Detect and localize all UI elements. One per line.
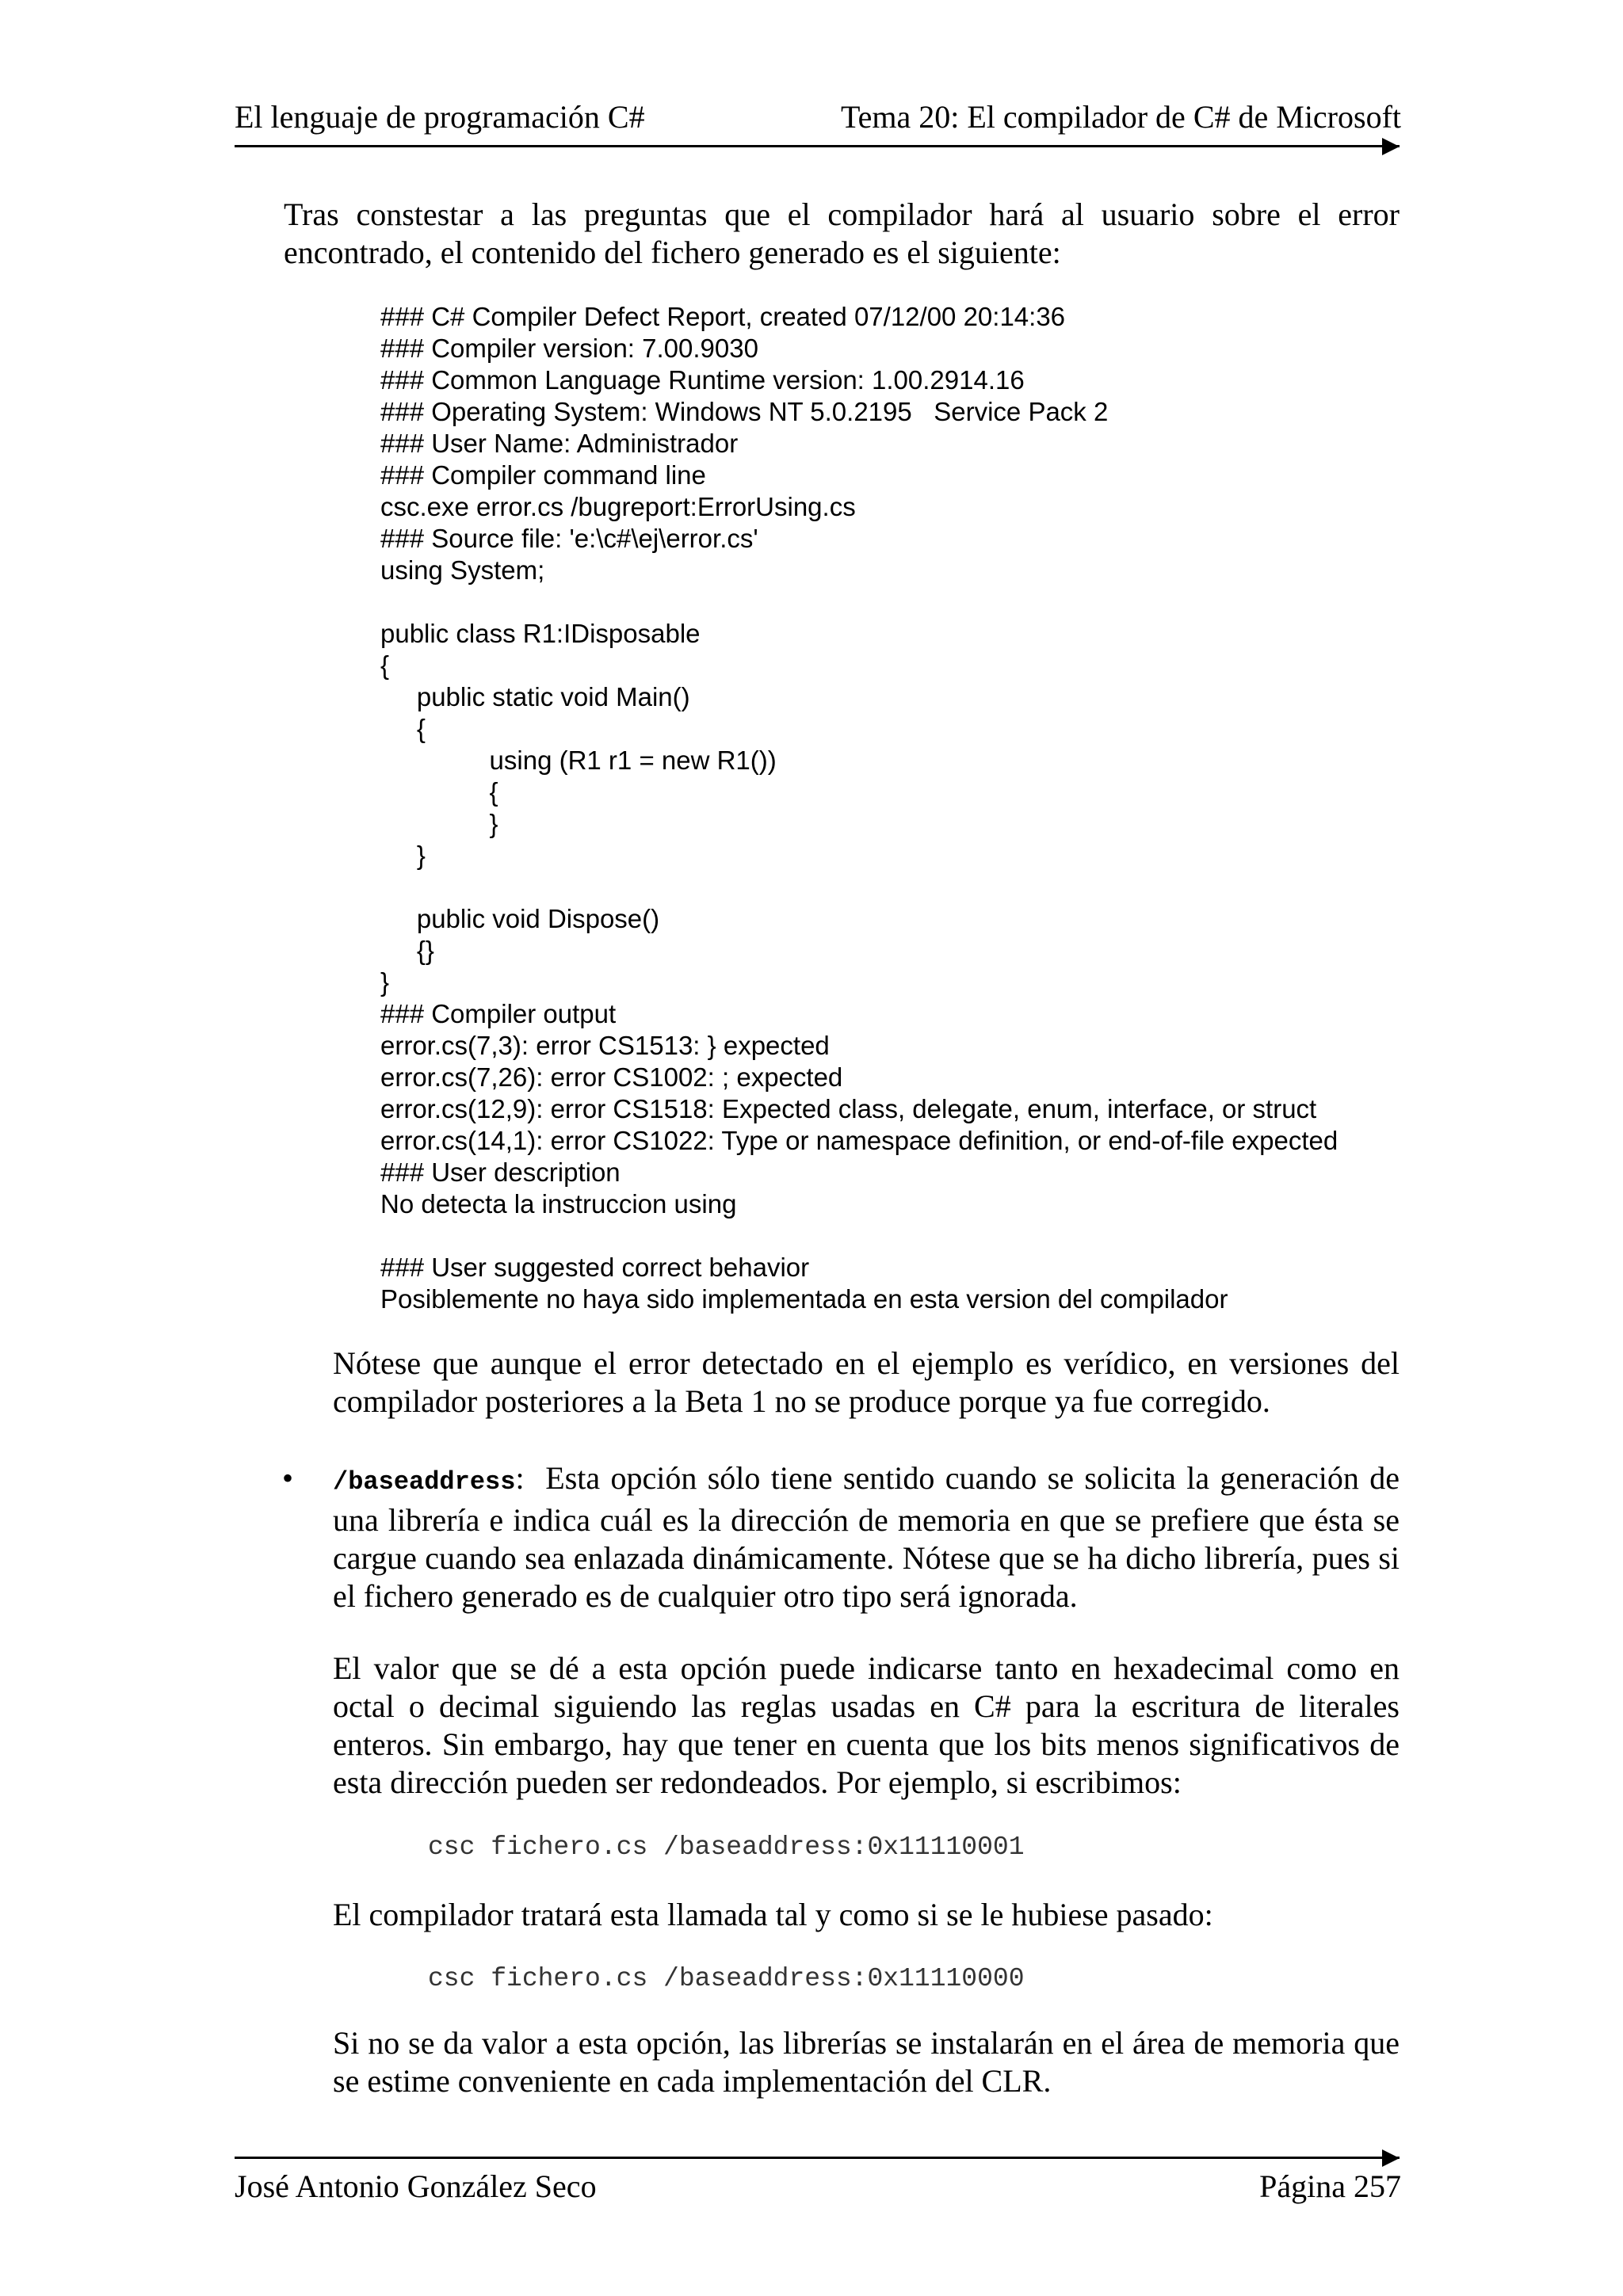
header-book-title: El lenguaje de programación C#	[235, 99, 645, 135]
report-line: ### Compiler command line	[380, 460, 706, 490]
bullet-icon: •	[282, 1460, 294, 1496]
report-line: public class R1:IDisposable	[380, 619, 701, 648]
report-line: }	[380, 809, 498, 838]
report-line: ### C# Compiler Defect Report, created 07/12/00 20:14:36	[380, 302, 1066, 331]
report-line: {}	[380, 936, 434, 965]
baseaddress-description: Esta opción sólo tiene sentido cuando se solicita la generación de una librería e indica cuál es la dirección de memoria en que se prefiere que ésta se cargue cuando sea enlazada dinámicamente. Nótese que se ha dicho librería, pues si el fichero generado es de cualquier otro tipo será ignorada.	[333, 1460, 1400, 1614]
report-line: ### Compiler version: 7.00.9030	[380, 334, 758, 363]
report-line: csc.exe error.cs /bugreport:ErrorUsing.cs	[380, 492, 856, 521]
report-line: }	[380, 967, 390, 997]
report-line: ### User suggested correct behavior	[380, 1253, 810, 1282]
header-rule	[235, 145, 1400, 147]
report-line: using (R1 r1 = new R1())	[380, 746, 777, 775]
baseaddress-separator: :	[515, 1460, 525, 1496]
report-line: error.cs(7,26): error CS1002: ; expected	[380, 1062, 843, 1092]
report-line	[380, 871, 1411, 903]
report-line: public void Dispose()	[380, 904, 660, 933]
report-line: {	[380, 714, 426, 743]
code-example-1: csc fichero.cs /baseaddress:0x11110001	[428, 1833, 1025, 1862]
report-line: ### Operating System: Windows NT 5.0.2195 Service Pack 2	[380, 397, 1109, 426]
footer-arrow-icon	[1382, 2149, 1400, 2167]
report-line	[380, 586, 1411, 618]
compiler-paragraph: El compilador tratará esta llamada tal y como si se le hubiese pasado:	[333, 1897, 1213, 1932]
baseaddress-paragraph	[333, 1459, 1400, 1615]
baseaddress-option: /baseaddress	[333, 1467, 516, 1497]
value-paragraph: El valor que se dé a esta opción puede indicarse tanto en hexadecimal como en octal o decimal siguiendo las reglas usadas en C# para la escritura de literales enteros. Sin embargo, hay que tener en cuenta que los bits menos significativos de esta dirección pueden ser redondeados. Por ejemplo, si escribimos:	[333, 1650, 1400, 1800]
report-line	[380, 1220, 1411, 1252]
footer-rule	[235, 2157, 1400, 2159]
report-line: using System;	[380, 555, 545, 585]
defect-report-listing	[380, 301, 1411, 1315]
report-line: error.cs(12,9): error CS1518: Expected class, delegate, enum, interface, or struct	[380, 1094, 1317, 1123]
report-line: {	[380, 650, 390, 680]
report-line: ### Source file: 'e:\c#\ej\error.cs'	[380, 524, 758, 553]
report-line: ### User Name: Administrador	[380, 429, 739, 458]
header-chapter-title: Tema 20: El compilador de C# de Microsoft	[840, 99, 1401, 135]
intro-paragraph: Tras constestar a las preguntas que el compilador hará al usuario sobre el error encontrado, el contenido del fichero generado es el siguiente:	[284, 196, 1400, 270]
report-line: }	[380, 841, 426, 870]
report-line: error.cs(7,3): error CS1513: } expected	[380, 1031, 830, 1060]
code-example-2: csc fichero.cs /baseaddress:0x11110000	[428, 1964, 1025, 1993]
footer-page-number: Página 257	[1259, 2168, 1401, 2204]
report-line: error.cs(14,1): error CS1022: Type or namespace definition, or end-of-file expected	[380, 1126, 1338, 1155]
report-line: {	[380, 777, 498, 807]
report-line: ### User description	[380, 1158, 621, 1187]
report-line: Posiblemente no haya sido implementada en esta version del compilador	[380, 1284, 1228, 1314]
report-line: public static void Main()	[380, 682, 690, 711]
report-line: ### Compiler output	[380, 999, 617, 1028]
no-value-paragraph: Si no se da valor a esta opción, las librerías se instalarán en el área de memoria que se estime conveniente en cada implementación del CLR.	[333, 2025, 1400, 2099]
report-line: ### Common Language Runtime version: 1.00.2914.16	[380, 365, 1025, 395]
report-line: No detecta la instruccion using	[380, 1189, 737, 1219]
note-paragraph: Nótese que aunque el error detectado en el ejemplo es verídico, en versiones del compilador posteriores a la Beta 1 no se produce porque ya fue corregido.	[333, 1345, 1400, 1419]
header-arrow-icon	[1382, 138, 1400, 155]
footer-author: José Antonio González Seco	[235, 2168, 597, 2204]
